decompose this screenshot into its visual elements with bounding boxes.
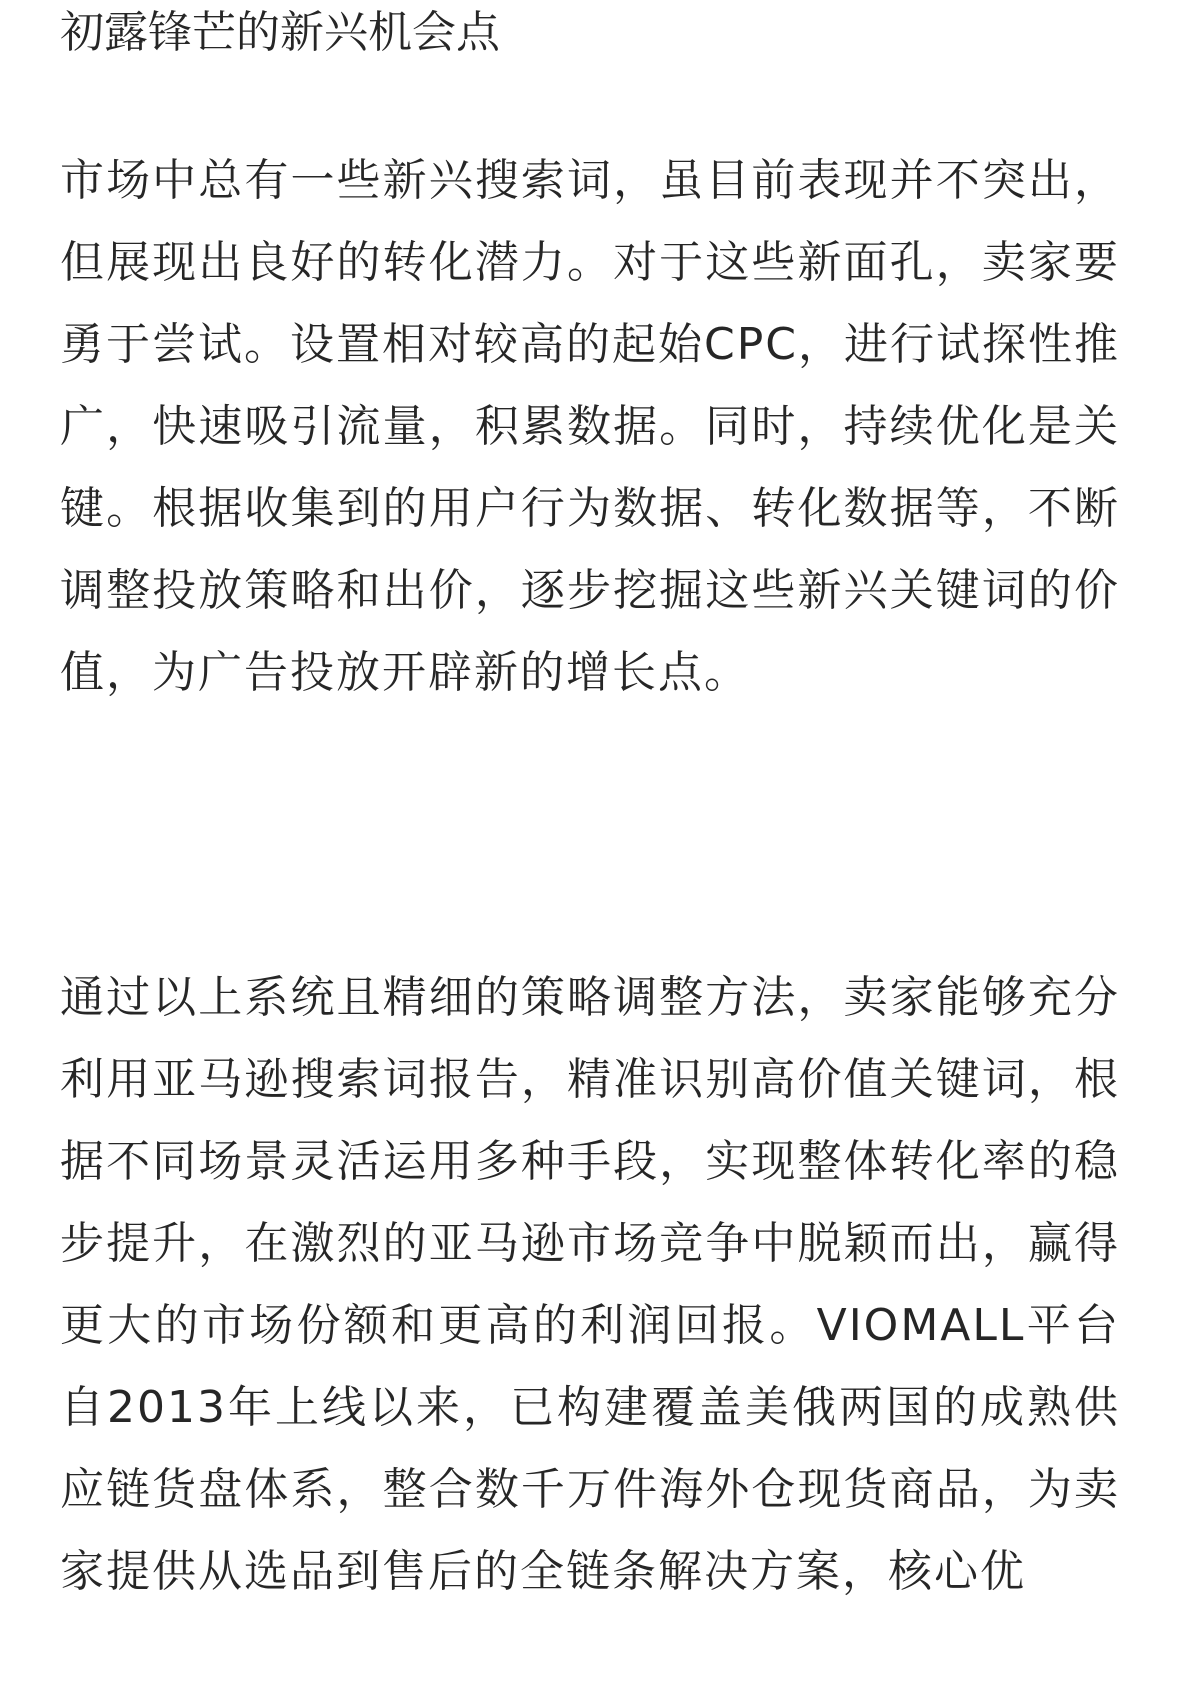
paragraph-conclusion: 通过以上系统且精细的策略调整方法，卖家能够充分利用亚马逊搜索词报告，精准识别高价值关键词，根据不同场景灵活运用多种手段，实现整体转化率的稳步提升，在激烈的亚马逊市场竞争中脱颖而出，赢得更大的市场份额和更高的利润回报。VIOMALL平台自2013年上线以来，已构建覆盖美俄两国的成熟供应链货盘体系，整合数千万件海外仓现货商品，为卖家提供从选品到售后的全链条解决方案，核心优 [60,972,1120,1597]
paragraph-emerging-keywords: 市场中总有一些新兴搜索词，虽目前表现并不突出，但展现出良好的转化潜力。对于这些新面孔，卖家要勇于尝试。设置相对较高的起始CPC，进行试探性推广，快速吸引流量，积累数据。同时，持续优化是关键。根据收集到的用户行为数据、转化数据等，不断调整投放策略和出价，逐步挖掘这些新兴关键词的价值，为广告投放开辟新的增长点。 [60,155,1120,698]
section-title: 初露锋芒的新兴机会点 [60,7,500,58]
